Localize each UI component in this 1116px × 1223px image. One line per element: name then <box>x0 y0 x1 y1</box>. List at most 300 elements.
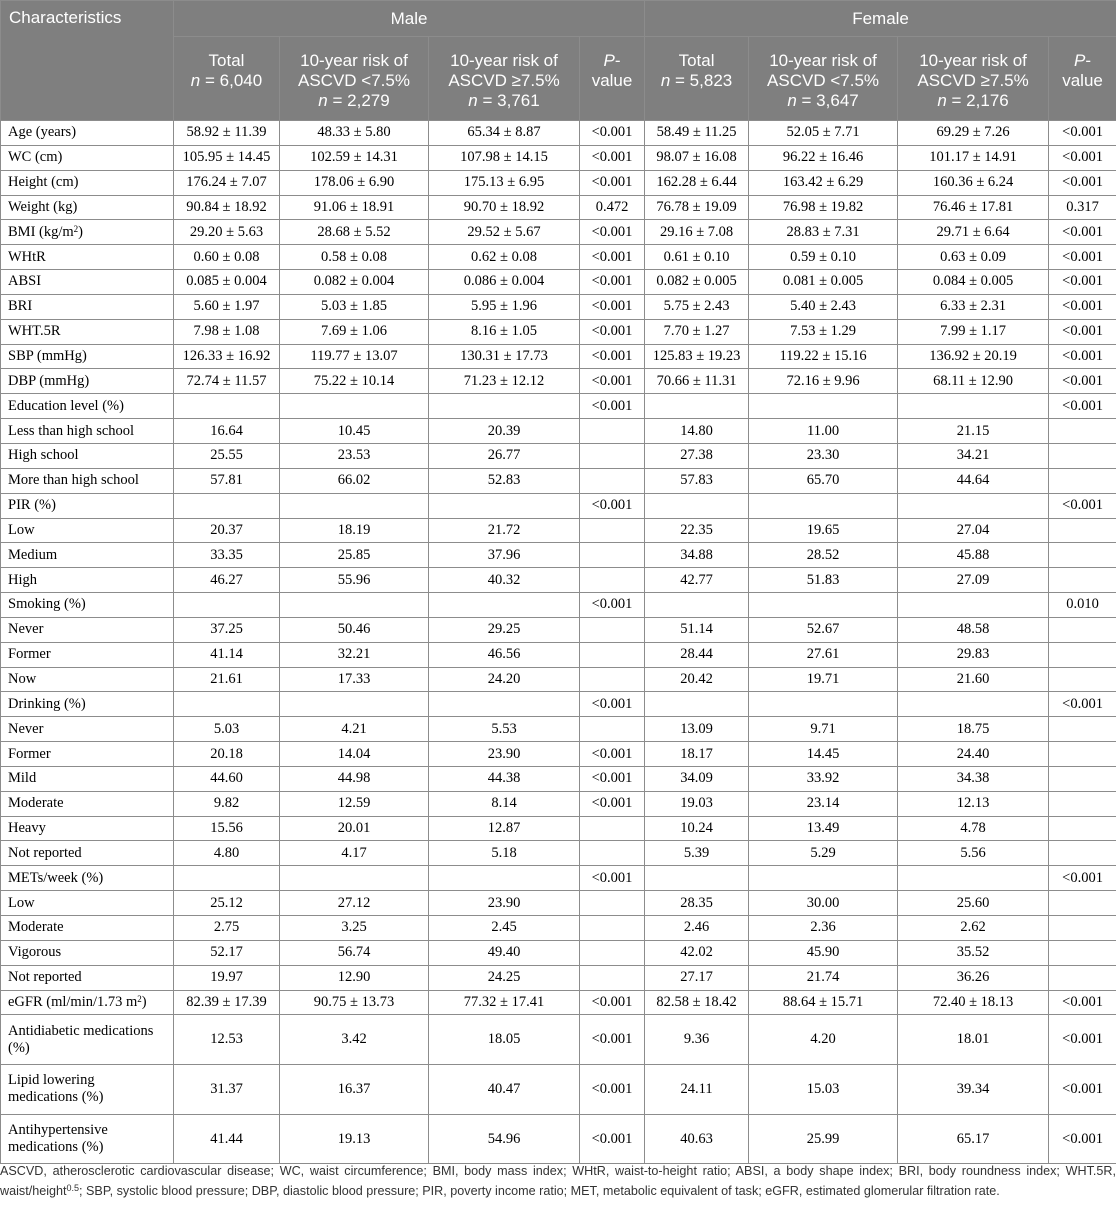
table-cell: <0.001 <box>580 791 645 816</box>
table-cell: 0.086 ± 0.004 <box>429 270 580 295</box>
table-row <box>1 394 1116 419</box>
row-label-suffix: ) <box>78 223 83 240</box>
table-cell: 40.47 <box>429 1065 580 1115</box>
row-label <box>1 742 174 767</box>
table-cell <box>580 841 645 866</box>
row-label <box>1 543 174 568</box>
row-label <box>1 916 174 941</box>
table-cell: <0.001 <box>1049 121 1116 146</box>
table-cell: 29.52 ± 5.67 <box>429 220 580 245</box>
table-cell: 8.14 <box>429 791 580 816</box>
row-label-text: BMI (kg/m <box>8 223 74 240</box>
table-row <box>1 344 1116 369</box>
row-label-text: Low <box>8 521 35 538</box>
row-label-text: Low <box>8 894 35 911</box>
table-cell: 57.81 <box>174 468 280 493</box>
table-cell <box>645 866 749 891</box>
table-cell: 0.082 ± 0.004 <box>280 270 429 295</box>
row-label-text: PIR (%) <box>8 497 56 514</box>
table-cell <box>1049 667 1116 692</box>
table-cell: 34.38 <box>898 766 1049 791</box>
table-row <box>1 766 1116 791</box>
table-row <box>1 940 1116 965</box>
table-row <box>1 617 1116 642</box>
table-cell: 4.21 <box>280 717 429 742</box>
table-cell: 37.25 <box>174 617 280 642</box>
table-cell: 136.92 ± 20.19 <box>898 344 1049 369</box>
table-cell: 32.21 <box>280 642 429 667</box>
table-cell: <0.001 <box>1049 170 1116 195</box>
column-header-count: = 3,647 <box>796 91 859 110</box>
table-cell: 29.20 ± 5.63 <box>174 220 280 245</box>
table-cell: 25.60 <box>898 891 1049 916</box>
column-header <box>580 37 645 121</box>
table-cell: 7.98 ± 1.08 <box>174 319 280 344</box>
table-cell: 119.22 ± 15.16 <box>749 344 898 369</box>
column-header-line: n = 2,279 <box>318 91 390 110</box>
table-cell <box>1049 916 1116 941</box>
table-cell: 20.39 <box>429 419 580 444</box>
table-cell: 70.66 ± 11.31 <box>645 369 749 394</box>
row-label-text: Antidiabetic medications (%) <box>8 1022 154 1056</box>
table-cell: 7.99 ± 1.17 <box>898 319 1049 344</box>
table-cell <box>429 866 580 891</box>
column-header-line: value <box>591 71 633 90</box>
table-cell: 0.472 <box>580 195 645 220</box>
table-cell <box>1049 568 1116 593</box>
table-cell: 4.20 <box>749 1015 898 1065</box>
table-cell: 42.77 <box>645 568 749 593</box>
table-cell: 9.82 <box>174 791 280 816</box>
table-cell <box>645 692 749 717</box>
row-label <box>1 667 174 692</box>
table-row <box>1 816 1116 841</box>
table-cell: 23.90 <box>429 742 580 767</box>
table-cell: <0.001 <box>1049 319 1116 344</box>
table-cell: 36.26 <box>898 965 1049 990</box>
column-header-count: = 5,823 <box>670 71 733 90</box>
row-label <box>1 468 174 493</box>
row-label-text: Vigorous <box>8 944 62 961</box>
table-cell: 21.60 <box>898 667 1049 692</box>
table-cell <box>580 940 645 965</box>
column-header-line: Total <box>208 51 245 70</box>
table-cell: 5.60 ± 1.97 <box>174 294 280 319</box>
row-label-text: DBP (mmHg) <box>8 372 90 389</box>
table-cell: 88.64 ± 15.71 <box>749 990 898 1015</box>
row-label <box>1 419 174 444</box>
column-header-count: = 3,761 <box>477 91 540 110</box>
table-cell: 54.96 <box>429 1114 580 1164</box>
column-header <box>429 37 580 121</box>
row-label <box>1 642 174 667</box>
table-cell: 37.96 <box>429 543 580 568</box>
row-label-text: eGFR (ml/min/1.73 m <box>8 993 138 1010</box>
column-header-line: ASCVD <7.5% <box>298 71 410 90</box>
table-cell <box>1049 940 1116 965</box>
column-header-line: ASCVD ≥7.5% <box>448 71 560 90</box>
column-header <box>1049 37 1116 121</box>
table-cell: <0.001 <box>580 145 645 170</box>
table-cell: <0.001 <box>580 990 645 1015</box>
table-cell: 5.56 <box>898 841 1049 866</box>
table-cell: 30.00 <box>749 891 898 916</box>
table-cell <box>898 493 1049 518</box>
table-cell <box>1049 766 1116 791</box>
table-row <box>1 667 1116 692</box>
table-cell: 12.59 <box>280 791 429 816</box>
table-cell: 55.96 <box>280 568 429 593</box>
footnote-text-2: ; SBP, systolic blood pressure; DBP, diastolic blood pressure; PIR, poverty income ratio; MET, metabolic equivalent of task; eGFR, estimated glomerular filtration rate. <box>79 1184 1000 1198</box>
table-cell <box>898 692 1049 717</box>
table-cell: 72.40 ± 18.13 <box>898 990 1049 1015</box>
table-cell: 9.36 <box>645 1015 749 1065</box>
row-label-text: Never <box>8 720 44 737</box>
column-header-line: n = 3,761 <box>468 91 540 110</box>
column-header-line: ASCVD <7.5% <box>767 71 880 90</box>
table-cell: 25.99 <box>749 1114 898 1164</box>
table-cell: 71.23 ± 12.12 <box>429 369 580 394</box>
table-cell: 11.00 <box>749 419 898 444</box>
row-label-text: Antihypertensive medications (%) <box>8 1122 108 1156</box>
table-cell: <0.001 <box>580 245 645 270</box>
row-label-text: Lipid lowering medications (%) <box>8 1072 104 1106</box>
row-label <box>1 245 174 270</box>
column-header-line: 10-year risk of <box>300 51 408 70</box>
table-cell: 51.83 <box>749 568 898 593</box>
row-label-text: Age (years) <box>8 124 77 141</box>
row-label-text: ABSI <box>8 273 42 290</box>
row-label-text: Drinking (%) <box>8 695 86 712</box>
table-cell: <0.001 <box>1049 344 1116 369</box>
table-cell: 40.63 <box>645 1114 749 1164</box>
table-cell: 0.58 ± 0.08 <box>280 245 429 270</box>
table-cell: 130.31 ± 17.73 <box>429 344 580 369</box>
table-cell: 58.92 ± 11.39 <box>174 121 280 146</box>
table-cell <box>580 468 645 493</box>
table-cell <box>174 394 280 419</box>
table-cell: 14.80 <box>645 419 749 444</box>
table-cell: 34.88 <box>645 543 749 568</box>
table-cell: 0.082 ± 0.005 <box>645 270 749 295</box>
table-cell <box>898 593 1049 618</box>
table-cell: 162.28 ± 6.44 <box>645 170 749 195</box>
table-cell <box>749 692 898 717</box>
table-row <box>1 642 1116 667</box>
table-cell: 4.80 <box>174 841 280 866</box>
table-cell: 119.77 ± 13.07 <box>280 344 429 369</box>
table-cell: 21.61 <box>174 667 280 692</box>
table-cell: 7.53 ± 1.29 <box>749 319 898 344</box>
table-cell: 0.60 ± 0.08 <box>174 245 280 270</box>
table-cell: 13.49 <box>749 816 898 841</box>
table-cell: 19.13 <box>280 1114 429 1164</box>
table-cell: 28.68 ± 5.52 <box>280 220 429 245</box>
table-cell: 0.081 ± 0.005 <box>749 270 898 295</box>
table-cell: 0.63 ± 0.09 <box>898 245 1049 270</box>
table-cell: 7.70 ± 1.27 <box>645 319 749 344</box>
table-cell: 29.16 ± 7.08 <box>645 220 749 245</box>
row-label <box>1 294 174 319</box>
table-cell: 19.97 <box>174 965 280 990</box>
table-cell <box>1049 891 1116 916</box>
table-cell: 0.010 <box>1049 593 1116 618</box>
table-cell: 12.53 <box>174 1015 280 1065</box>
table-cell: 24.25 <box>429 965 580 990</box>
table-cell: 0.62 ± 0.08 <box>429 245 580 270</box>
table-row <box>1 791 1116 816</box>
row-label-text: METs/week (%) <box>8 869 104 886</box>
table-cell: 57.83 <box>645 468 749 493</box>
table-cell <box>174 692 280 717</box>
row-label <box>1 1015 174 1065</box>
table-cell: 0.61 ± 0.10 <box>645 245 749 270</box>
table-cell: 13.09 <box>645 717 749 742</box>
table-body <box>1 121 1116 1164</box>
table-cell <box>280 692 429 717</box>
table-row <box>1 319 1116 344</box>
table-row <box>1 121 1116 146</box>
table-cell: 25.55 <box>174 443 280 468</box>
row-label-text: Heavy <box>8 820 46 837</box>
table-cell: 14.04 <box>280 742 429 767</box>
row-label-text: Mild <box>8 770 37 787</box>
table-cell: 20.37 <box>174 518 280 543</box>
row-label <box>1 121 174 146</box>
table-cell: 28.52 <box>749 543 898 568</box>
table-cell: 90.84 ± 18.92 <box>174 195 280 220</box>
table-cell: 40.32 <box>429 568 580 593</box>
table-cell: 44.98 <box>280 766 429 791</box>
table-cell: 0.59 ± 0.10 <box>749 245 898 270</box>
table-cell: 18.05 <box>429 1015 580 1065</box>
female-group-header: Female <box>645 1 1116 37</box>
table-cell: 48.58 <box>898 617 1049 642</box>
table-cell: 76.98 ± 19.82 <box>749 195 898 220</box>
row-label <box>1 443 174 468</box>
table-cell: 105.95 ± 14.45 <box>174 145 280 170</box>
row-label-superscript: 2 <box>137 993 142 1004</box>
column-header-line: P- <box>1074 51 1092 70</box>
table-cell: 5.03 <box>174 717 280 742</box>
row-label-text: Now <box>8 670 37 687</box>
table-cell: 45.88 <box>898 543 1049 568</box>
table-cell: 19.71 <box>749 667 898 692</box>
table-cell: 10.45 <box>280 419 429 444</box>
table-cell: 25.85 <box>280 543 429 568</box>
table-cell: 2.46 <box>645 916 749 941</box>
table-row <box>1 270 1116 295</box>
table-cell <box>1049 617 1116 642</box>
column-header-line: ASCVD ≥7.5% <box>917 71 1029 90</box>
row-label <box>1 940 174 965</box>
table-row <box>1 145 1116 170</box>
column-header-line: 10-year risk of <box>450 51 558 70</box>
table-cell: 20.18 <box>174 742 280 767</box>
table-row <box>1 916 1116 941</box>
table-cell: 5.95 ± 1.96 <box>429 294 580 319</box>
table-row <box>1 742 1116 767</box>
table-cell: 176.24 ± 7.07 <box>174 170 280 195</box>
table-cell: 33.35 <box>174 543 280 568</box>
table-cell: 15.03 <box>749 1065 898 1115</box>
row-label <box>1 841 174 866</box>
table-row <box>1 468 1116 493</box>
column-header <box>898 37 1049 121</box>
table-cell: <0.001 <box>580 493 645 518</box>
table-row <box>1 518 1116 543</box>
table-row <box>1 1065 1116 1115</box>
table-cell: 44.38 <box>429 766 580 791</box>
table-cell: 28.35 <box>645 891 749 916</box>
table-cell: <0.001 <box>580 394 645 419</box>
table-cell: 19.03 <box>645 791 749 816</box>
row-label-text: High <box>8 571 37 588</box>
table-cell: 52.83 <box>429 468 580 493</box>
column-header <box>749 37 898 121</box>
table-cell: <0.001 <box>580 766 645 791</box>
table-cell: 20.42 <box>645 667 749 692</box>
table-cell: 25.12 <box>174 891 280 916</box>
table-cell: 90.70 ± 18.92 <box>429 195 580 220</box>
table-cell <box>580 717 645 742</box>
column-header-line: n = 5,823 <box>660 71 733 90</box>
table-cell: 2.62 <box>898 916 1049 941</box>
table-cell <box>280 394 429 419</box>
table-cell: 72.16 ± 9.96 <box>749 369 898 394</box>
table-cell <box>580 617 645 642</box>
table-cell: 65.34 ± 8.87 <box>429 121 580 146</box>
table-cell <box>898 866 1049 891</box>
table-cell <box>645 593 749 618</box>
table-cell: <0.001 <box>580 121 645 146</box>
row-label-text: BRI <box>8 298 33 315</box>
table-cell: <0.001 <box>1049 245 1116 270</box>
table-cell <box>645 394 749 419</box>
table-cell: 3.25 <box>280 916 429 941</box>
table-cell: 51.14 <box>645 617 749 642</box>
table-cell: 68.11 ± 12.90 <box>898 369 1049 394</box>
row-label-text: Not reported <box>8 969 82 986</box>
table-cell <box>898 394 1049 419</box>
table-cell: 5.18 <box>429 841 580 866</box>
table-cell: 44.60 <box>174 766 280 791</box>
table-cell: 21.74 <box>749 965 898 990</box>
table-cell: 3.42 <box>280 1015 429 1065</box>
table-cell: 27.04 <box>898 518 1049 543</box>
table-cell: 20.01 <box>280 816 429 841</box>
table-cell: 160.36 ± 6.24 <box>898 170 1049 195</box>
table-cell: 12.90 <box>280 965 429 990</box>
table-cell: 22.35 <box>645 518 749 543</box>
table-cell: 2.75 <box>174 916 280 941</box>
table-cell: <0.001 <box>580 319 645 344</box>
table-cell: 8.16 ± 1.05 <box>429 319 580 344</box>
row-label <box>1 1114 174 1164</box>
table-row <box>1 891 1116 916</box>
row-label-text: WHT.5R <box>8 323 61 340</box>
table-cell: 23.30 <box>749 443 898 468</box>
table-cell: <0.001 <box>580 369 645 394</box>
table-cell: <0.001 <box>1049 692 1116 717</box>
table-cell: 28.83 ± 7.31 <box>749 220 898 245</box>
table-cell <box>174 593 280 618</box>
table-cell: 76.78 ± 19.09 <box>645 195 749 220</box>
table-row <box>1 220 1116 245</box>
table-row <box>1 965 1116 990</box>
table-cell: <0.001 <box>580 692 645 717</box>
table-row <box>1 369 1116 394</box>
table-cell: <0.001 <box>1049 270 1116 295</box>
table-cell: 2.45 <box>429 916 580 941</box>
table-cell: 27.17 <box>645 965 749 990</box>
table-row <box>1 170 1116 195</box>
table-cell: <0.001 <box>580 270 645 295</box>
table-cell <box>429 692 580 717</box>
table-cell <box>749 493 898 518</box>
table-cell: 98.07 ± 16.08 <box>645 145 749 170</box>
row-label-text: More than high school <box>8 472 139 489</box>
table-cell: 52.17 <box>174 940 280 965</box>
table-cell: <0.001 <box>580 1065 645 1115</box>
table-cell <box>749 866 898 891</box>
table-cell: 39.34 <box>898 1065 1049 1115</box>
table-cell: 34.21 <box>898 443 1049 468</box>
table-cell: <0.001 <box>580 294 645 319</box>
row-label-text: Medium <box>8 546 58 563</box>
table-cell: 27.12 <box>280 891 429 916</box>
table-cell <box>580 891 645 916</box>
table-cell: 66.02 <box>280 468 429 493</box>
table-cell <box>1049 791 1116 816</box>
row-label-text: High school <box>8 447 79 464</box>
column-header-count: = 2,176 <box>946 91 1009 110</box>
table-cell <box>1049 443 1116 468</box>
table-cell: 44.64 <box>898 468 1049 493</box>
table-cell <box>580 642 645 667</box>
table-cell <box>429 593 580 618</box>
row-label-text: Smoking (%) <box>8 596 86 613</box>
table-cell <box>1049 419 1116 444</box>
table-cell: 125.83 ± 19.23 <box>645 344 749 369</box>
table-cell: <0.001 <box>580 593 645 618</box>
column-header <box>280 37 429 121</box>
table-cell: 75.22 ± 10.14 <box>280 369 429 394</box>
table-cell: 77.32 ± 17.41 <box>429 990 580 1015</box>
table-cell: 0.317 <box>1049 195 1116 220</box>
row-label <box>1 568 174 593</box>
table-cell: 46.27 <box>174 568 280 593</box>
table-row <box>1 1114 1116 1164</box>
table-cell: 34.09 <box>645 766 749 791</box>
row-label <box>1 866 174 891</box>
row-label-text: Never <box>8 621 44 638</box>
table-row <box>1 841 1116 866</box>
row-label <box>1 692 174 717</box>
table-cell: 31.37 <box>174 1065 280 1115</box>
table-cell <box>580 568 645 593</box>
table-cell: <0.001 <box>1049 220 1116 245</box>
table-cell: 48.33 ± 5.80 <box>280 121 429 146</box>
table-cell: 27.38 <box>645 443 749 468</box>
table-cell: <0.001 <box>1049 1015 1116 1065</box>
column-header-count: = 2,279 <box>327 91 390 110</box>
table-cell: 2.36 <box>749 916 898 941</box>
table-cell: 21.15 <box>898 419 1049 444</box>
table-cell: 29.71 ± 6.64 <box>898 220 1049 245</box>
table-cell: 6.33 ± 2.31 <box>898 294 1049 319</box>
table-cell: 15.56 <box>174 816 280 841</box>
